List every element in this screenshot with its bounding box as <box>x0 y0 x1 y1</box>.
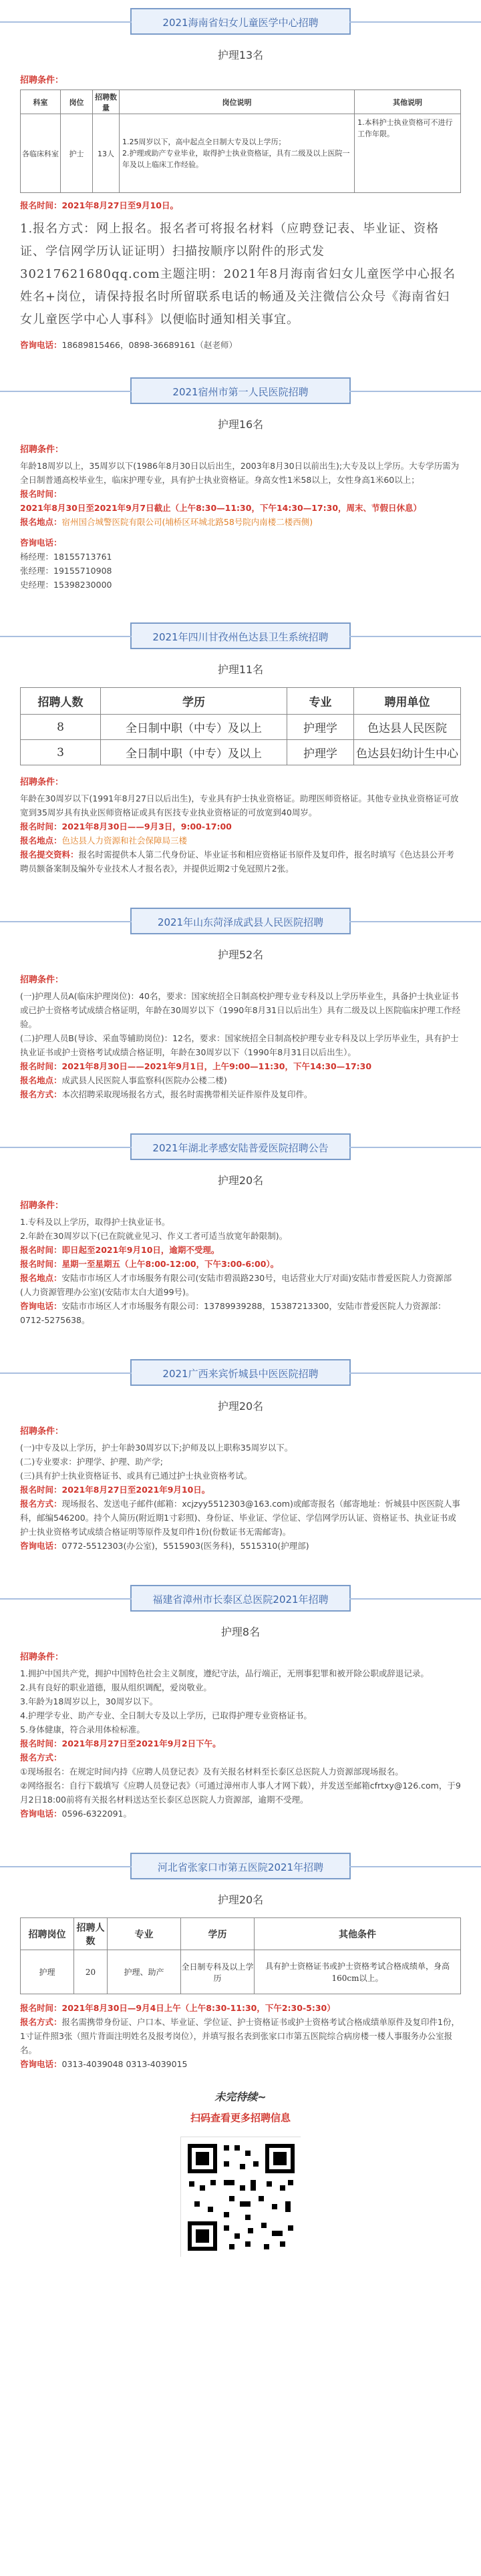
materials-row <box>20 848 461 876</box>
materials-value: 报名时需提供本人第二代身份证、毕业证书和相应资格证书原件及复印件，报名时填写《色达县公开考聘员额备案制及编外专业技术人才报名表》，并提供近期2寸免冠照片2张。 <box>20 850 455 874</box>
footer <box>20 2088 461 2257</box>
address-value: 宿州国合城警医院有限公司(埔桥区环城北路58号院内南楼二楼西侧) <box>61 517 313 527</box>
section-subtitle: 护理20名 <box>217 1174 264 1187</box>
conditions-label: 招聘条件： <box>20 445 64 455</box>
job-table <box>20 89 461 193</box>
job-section-3 <box>20 622 461 876</box>
conditions-label: 招聘条件： <box>20 75 64 85</box>
table-cell: 8 <box>21 715 101 740</box>
date-value: 2021年8月27日至9月10日。 <box>61 200 178 210</box>
table-header: 学历 <box>101 688 287 715</box>
table-cell: 色达县妇幼计生中心 <box>354 740 461 765</box>
table-header: 学历 <box>181 1918 255 1950</box>
section-subtitle: 护理8名 <box>220 1626 261 1638</box>
table-cell: 具有护士资格证书或护士资格考试合格成绩单，身高160cm以上。 <box>255 1950 461 1994</box>
date-value: 2021年8月30日—9月4日上午（上午8:30-11:30，下午2:30-5:30） <box>61 2003 335 2013</box>
job-table <box>20 1917 461 1994</box>
address-row <box>20 1271 461 1299</box>
phone-item: 史经理：15398230000 <box>20 580 112 590</box>
section-title: 河北省张家口市第五医院2021年招聘 <box>130 1853 351 1879</box>
method-value: 本次招聘采取现场报名方式，报名时需携带相关证件原件及复印件。 <box>61 1089 313 1099</box>
table-cell: 13人 <box>93 114 120 193</box>
section-title: 2021广西来宾忻城县中医医院招聘 <box>130 1359 351 1386</box>
table-cell: 护理 <box>21 1950 74 1994</box>
date-label: 报名时间： <box>20 489 62 499</box>
table-cell: 护理学 <box>287 740 354 765</box>
date-row <box>20 819 461 834</box>
qr-code-graphic <box>181 2137 301 2257</box>
table-header: 招聘岗位 <box>21 1918 74 1950</box>
section-title: 福建省漳州市长泰区总医院2021年招聘 <box>130 1585 351 1612</box>
date-value: 即日起至2021年9月10日，逾期不受理。 <box>61 1245 220 1255</box>
table-cell: 1.本科护士执业资格可不进行工作年限。 <box>355 114 461 193</box>
table-header: 其他说明 <box>355 90 461 114</box>
section-title: 2021年四川甘孜州色达县卫生系统招聘 <box>130 622 351 649</box>
section-subtitle: 护理11名 <box>217 663 264 676</box>
method-row <box>20 1087 461 1101</box>
date-value: 2021年8月30日至2021年9月7日截止（上午8:30—11:30，下午14:30—17:30，周末、节假日休息） <box>20 503 422 513</box>
scan-qr-text: 扫码查看更多招聘信息 <box>190 2112 291 2124</box>
method-text: ②网络报名：自行下载填写《应聘人员登记表》（可通过漳州市人事人才网下载），并发送至邮箱cfrtxy@126.com，于9月2日18:00前将有关报名材料送达至长泰区总医院人力资源部，逾期不受理。 <box>20 1781 461 1805</box>
conditions-label: 招聘条件： <box>20 1201 64 1211</box>
conditions-text: (一)护理人员A(临床护理岗位)：40名，要求：国家统招全日制高校护理专业专科及以上学历毕业生，具备护士执业证书或已护士资格考试成绩合格证明，年龄在30周岁以下（1990年8月31日以后出生）具有二级及以上医院临床护理工作经验。 <box>20 991 461 1029</box>
address-row <box>20 1073 461 1087</box>
table-header-row <box>21 688 461 715</box>
job-section-6 <box>20 1359 461 1553</box>
method-row <box>20 2015 461 2057</box>
conditions-label: 招聘条件： <box>20 1652 64 1662</box>
job-section-8 <box>20 1853 461 2071</box>
method-label: 报名方式： <box>20 1753 62 1763</box>
table-row <box>21 114 461 193</box>
phone-label: 咨询电话： <box>20 1809 62 1819</box>
address-label: 报名地点： <box>20 836 62 846</box>
table-header-row <box>21 90 461 114</box>
date-label: 报名时间： <box>20 1245 62 1255</box>
phone-item: 杨经理：18155713761 <box>20 552 112 562</box>
date-row <box>20 487 461 515</box>
conditions-label: 招聘条件： <box>20 1427 64 1437</box>
section-subtitle: 护理52名 <box>217 948 264 961</box>
section-title: 2021年山东菏泽成武县人民医院招聘 <box>130 908 351 934</box>
table-cell: 3 <box>21 740 101 765</box>
address-row <box>20 515 461 529</box>
date-label: 报名时间： <box>20 1738 62 1749</box>
job-section-2 <box>20 377 461 592</box>
date-label: 报名时间： <box>20 2003 62 2013</box>
table-header: 招聘人数 <box>74 1918 108 1950</box>
method-value: 报名需携带身份证、户口本、毕业证、学位证、护士资格证书或护士资格考试合格成绩单原件及复印件1份，1寸证件照3张（照片背面注明姓名及报考岗位），并填写报名表到张家口市第五医院综合病房楼一楼人事服务办公室报名。 <box>20 2017 460 2055</box>
method-row <box>20 1751 461 1765</box>
table-cell: 护理、助产 <box>108 1950 181 1994</box>
date-value: 2021年8月27日至2021年9月10日。 <box>61 1485 210 1495</box>
phone-row <box>20 536 461 550</box>
conditions-text: 年龄18周岁以上，35周岁以下(1986年8月30日以后出生，2003年8月30日以前出生);大专及以上学历。大专学历需为全日制普通高校毕业生，临床护理专业，具有护士执业资格证。身高女性1米58以上，女性身高1米60以上； <box>20 461 460 485</box>
job-section-5 <box>20 1133 461 1327</box>
table-header: 其他条件 <box>255 1918 461 1950</box>
address-value: 成武县人民医院人事监察科(医院办公楼二楼) <box>61 1075 227 1085</box>
phone-item: 张经理：19155710908 <box>20 566 112 576</box>
date-row <box>20 1059 461 1073</box>
phone-label: 咨询电话： <box>20 538 62 548</box>
table-cell: 1.25周岁以下，高中起点全日制大专及以上学历； 2.护理或助产专业毕业，取得护士执业资格证，具有二级及以上医院一年及以上临床工作经验。 <box>120 114 355 193</box>
table-header: 专业 <box>108 1918 181 1950</box>
table-row <box>21 740 461 765</box>
table-header: 科室 <box>21 90 61 114</box>
date-value: 2021年8月30日——2021年9月1日，上午9:00—11:30，下午14:30—17:30 <box>61 1061 372 1071</box>
section-subtitle: 护理20名 <box>217 1893 264 1906</box>
conditions-text: 1.拥护中国共产党，拥护中国特色社会主义制度，遵纪守法，品行端正，无刑事犯罪和被开除公职或辞退记录。 2.具有良好的职业道德，服从组织调配，爱岗敬业。 3.年龄为18周岁以上，30周岁以下。 4.护理学专业、助产专业、全日制大专及以上学历，已取得护理专业资格证书。 5.身体健康，符合录用体检标准。 <box>20 1668 429 1734</box>
table-row <box>21 715 461 740</box>
table-cell: 全日制中职（中专）及以上 <box>101 715 287 740</box>
table-header: 招聘数量 <box>93 90 120 114</box>
job-table <box>20 687 461 765</box>
table-cell: 护理学 <box>287 715 354 740</box>
materials-label: 报名提交资料： <box>20 850 79 860</box>
table-header: 招聘人数 <box>21 688 101 715</box>
address-label: 报名地点： <box>20 1273 62 1283</box>
table-row <box>21 1950 461 1994</box>
phone-row <box>20 2057 461 2071</box>
date-label: 报名时间： <box>20 1061 62 1071</box>
phone-row <box>20 1299 461 1327</box>
method-value: 现场报名、发送电子邮件(邮箱：xcjzyy5512303@163.com)或邮寄报名（邮寄地址：忻城县中医医院人事科，邮编546200。持个人简历(附近期1寸彩照)、身份证、毕业证、学位证、学信网学历认证、资格证书、执业证书或护士执业资格考试成绩合格证明等原件及复印件1份(份数证书无需邮寄)。 <box>20 1499 460 1537</box>
time-row <box>20 1257 461 1271</box>
table-cell: 全日制中职（中专）及以上 <box>101 740 287 765</box>
phone-label: 咨询电话： <box>20 2059 62 2069</box>
table-cell: 各临床科室 <box>21 114 61 193</box>
phone-value: 18689815466，0898-36689161（赵老师） <box>61 340 237 350</box>
date-row <box>20 1243 461 1257</box>
method-label: 报名方式： <box>20 2017 62 2027</box>
conditions-text: (二)护理人员B(导诊、采血等辅助岗位)：12名，要求：国家统招全日制高校护理专业专科及以上学历毕业生，具有护士执业证书或护士资格考试成绩合格证明，年龄在30周岁以下（1990年8月31日以后出生）。 <box>20 1033 459 1057</box>
date-value: 2021年8月27日至2021年9月2日下午。 <box>61 1738 221 1749</box>
phone-row <box>20 1807 461 1821</box>
method-text: ①现场报名：在规定时间内持《应聘人员登记表》及有关报名材料至长泰区总医院人力资源部现场报名。 <box>20 1767 404 1777</box>
table-cell: 护士 <box>61 114 93 193</box>
table-header: 聘用单位 <box>354 688 461 715</box>
phone-value: 0596-6322091。 <box>61 1809 132 1819</box>
section-title: 2021宿州市第一人民医院招聘 <box>130 377 351 404</box>
qr-code-icon[interactable] <box>180 2137 301 2257</box>
conditions-text: 1.专科及以上学历，取得护士执业证书。 2.年龄在30周岁以下(已在院就业见习、作义工者可适当放宽年龄限制)。 <box>20 1217 288 1241</box>
method-label: 报名方式： <box>20 1499 62 1509</box>
phone-label: 咨询电话： <box>20 1541 62 1551</box>
method-label: 报名方式： <box>20 1089 62 1099</box>
date-label: 报名时间： <box>20 1485 62 1495</box>
phone-label: 咨询电话： <box>20 1301 62 1311</box>
section-title: 2021年湖北孝感安陆普爱医院招聘公告 <box>130 1133 351 1160</box>
phone-value: 0313-4039048 0313-4039015 <box>61 2059 188 2069</box>
address-row <box>20 834 461 848</box>
phone-row <box>20 1539 461 1553</box>
phone-row <box>20 338 461 352</box>
table-cell: 全日制专科及以上学历 <box>181 1950 255 1994</box>
time-label: 报名时间： <box>20 1259 62 1269</box>
address-label: 报名地点： <box>20 517 62 527</box>
address-value: 安陆市市场区人才市场服务有限公司(安陆市碧涢路230号，电话营业大厅对面)安陆市普爱医院人力资源部(人力资源管理办公室)(安陆市太白大道99号)。 <box>20 1273 452 1297</box>
table-header-row <box>21 1918 461 1950</box>
table-header: 岗位 <box>61 90 93 114</box>
job-section-4 <box>20 908 461 1101</box>
phone-label: 咨询电话： <box>20 340 62 350</box>
section-subtitle: 护理16名 <box>217 418 264 431</box>
address-label: 报名地点： <box>20 1075 62 1085</box>
time-value: 星期一至星期五（上午8:00-12:00，下午3:00-6:00）。 <box>61 1259 279 1269</box>
date-row <box>20 1736 461 1751</box>
section-title: 2021海南省妇女儿童医学中心招聘 <box>130 8 351 35</box>
phone-value: 安陆市市场区人才市场服务有限公司：13789939288，15387213300，安陆市普爱医院人力资源部：0712-5275638。 <box>20 1301 446 1325</box>
date-label: 报名时间： <box>20 200 62 210</box>
job-section-7 <box>20 1585 461 1821</box>
date-row <box>20 2001 461 2015</box>
date-row <box>20 198 461 212</box>
conditions-label: 招聘条件： <box>20 975 64 985</box>
method-row <box>20 1497 461 1539</box>
date-row <box>20 1483 461 1497</box>
job-section-1 <box>20 0 461 352</box>
table-header: 专业 <box>287 688 354 715</box>
conditions-text: (一)中专及以上学历，护士年龄30周岁以下;护师及以上职称35周岁以下。 (二)专业要求：护理学、护理、助产学; (三)具有护士执业资格证书、或具有已通过护士执业资格考试。 <box>20 1443 293 1481</box>
conditions-label: 招聘条件： <box>20 777 64 787</box>
section-subtitle: 护理13名 <box>217 49 264 61</box>
to-be-continued-text: 未完待续~ <box>214 2090 267 2103</box>
date-value: 2021年8月30日——9月3日，9:00-17:00 <box>61 821 232 832</box>
section-subtitle: 护理20名 <box>217 1400 264 1413</box>
table-header: 岗位说明 <box>120 90 355 114</box>
registration-text: 1.报名方式：网上报名。报名者可将报名材料（应聘登记表、毕业证、资格证、学信网学历认证证明）扫描按顺序以附件的形式发30217621680qq.com主题注明：2021年8月海南省妇女儿童医学中心报名姓名+岗位，请保持报名时所留联系电话的畅通及关注微信公众号《海南省妇女儿童医学中心人事科》以便临时通知相关事宜。 <box>20 222 456 327</box>
table-cell: 20 <box>74 1950 108 1994</box>
date-label: 报名时间： <box>20 821 62 832</box>
table-cell: 色达县人民医院 <box>354 715 461 740</box>
conditions-text: 年龄在30周岁以下(1991年8月27日以后出生)，专业具有护士执业资格证。助理医师资格证。其他专业执业资格证可放宽到35周岁具有执业医师资格证或具有医技专业执业资格证的可放宽到40周岁。 <box>20 793 459 817</box>
address-value: 色达县人力资源和社会保障局三楼 <box>61 836 188 846</box>
phone-value: 0772-5512303(办公室)，5515903(医务科)，5515310(护理部) <box>61 1541 309 1551</box>
